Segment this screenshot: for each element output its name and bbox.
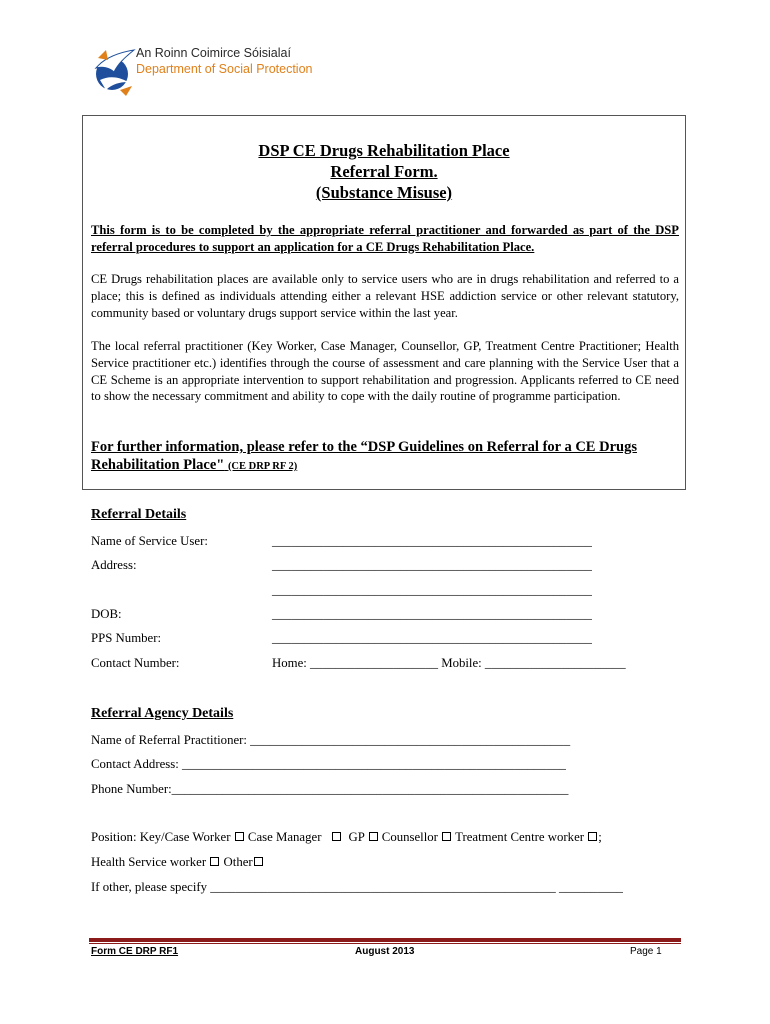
practitioner-paragraph: The local referral practitioner (Key Worker, Case Manager, Counsellor, GP, Treatment Centre Practitioner; Health Service practitioner etc.) identifies through the course of assessment and care planning with the Service User that a CE Scheme is an appropriate intervention to support rehabilitation and progression. Applicants referred to CE need to show the necessary commitment and ability to cope with the daily routine of programme participation. xyxy=(91,339,679,404)
contact-number-label: Contact Number: xyxy=(91,656,180,670)
address-field-line-1[interactable]: __________________________________________________ xyxy=(272,558,592,572)
org-name-english: Department of Social Protection xyxy=(136,62,313,76)
other-checkbox[interactable] xyxy=(254,857,263,866)
practitioner-name-field[interactable]: Name of Referral Practitioner: __________________________________________________ xyxy=(91,733,571,747)
other-label: Other xyxy=(223,855,253,869)
footer-date: August 2013 xyxy=(355,946,415,957)
info-box xyxy=(82,115,686,490)
footer-rule-thin xyxy=(89,943,681,944)
position-label: Position: Key/Case Worker xyxy=(91,830,231,844)
pps-label: PPS Number: xyxy=(91,631,162,645)
address-field-line-2[interactable]: __________________________________________________ xyxy=(272,583,592,597)
key-case-worker-checkbox[interactable] xyxy=(235,832,244,841)
referral-details-heading: Referral Details xyxy=(91,507,187,522)
eligibility-paragraph: CE Drugs rehabilitation places are available only to service users who are in drugs rehabilitation and referred to a place; this is defined as individuals attending either a relevant HSE addiction service or other relevant statutory, community based or voluntary drugs support service within the last year. xyxy=(91,272,679,320)
service-user-name-label: Name of Service User: xyxy=(91,534,208,548)
dob-field[interactable]: __________________________________________________ xyxy=(272,607,592,621)
intro-statement: This form is to be completed by the appropriate referral practitioner and forwarded as part of the DSP referral procedures to support an application for a CE Drugs Rehabilitation Place. xyxy=(91,223,679,254)
position-semicolon: ; xyxy=(598,830,602,844)
case-manager-label: Case Manager xyxy=(247,830,322,844)
service-user-name-field[interactable]: __________________________________________________ xyxy=(272,534,592,548)
further-information-ref: (CE DRP RF 2) xyxy=(227,461,298,472)
address-label: Address: xyxy=(91,558,137,572)
form-title-line-3: (Substance Misuse) xyxy=(315,183,453,202)
phone-number-field[interactable]: Phone Number:______________________________________________________________ xyxy=(91,782,569,796)
department-logo xyxy=(92,44,372,98)
pps-field[interactable]: __________________________________________________ xyxy=(272,631,592,645)
agency-details-heading: Referral Agency Details xyxy=(91,706,234,721)
further-information xyxy=(91,438,679,476)
position-row xyxy=(91,830,602,845)
counsellor-checkbox[interactable] xyxy=(442,832,451,841)
case-manager-checkbox[interactable] xyxy=(332,832,341,841)
further-information-text: For further information, please refer to the “DSP Guidelines on Referral for a CE Drugs Rehabilitation Place" xyxy=(91,439,637,473)
footer-page-number: Page 1 xyxy=(630,946,662,957)
contact-address-field[interactable]: Contact Address: ____________________________________________________________ xyxy=(91,757,566,771)
health-service-checkbox[interactable] xyxy=(210,857,219,866)
health-service-label: Health Service worker xyxy=(91,855,207,869)
treatment-centre-label: Treatment Centre worker xyxy=(455,830,585,844)
dob-label: DOB: xyxy=(91,607,122,621)
other-specify-field[interactable]: If other, please specify ______________________________________________________ __________ xyxy=(91,880,623,894)
footer-rule xyxy=(89,938,681,942)
bird-emblem-icon xyxy=(92,46,136,98)
gp-label: GP xyxy=(348,830,365,844)
counsellor-label: Counsellor xyxy=(381,830,438,844)
form-title-line-2: Referral Form. xyxy=(330,162,438,181)
contact-number-field[interactable]: Home: ____________________ Mobile: ______________________ xyxy=(272,656,626,670)
form-title-line-1: DSP CE Drugs Rehabilitation Place xyxy=(258,141,510,160)
treatment-centre-checkbox[interactable] xyxy=(588,832,597,841)
gp-checkbox[interactable] xyxy=(369,832,378,841)
position-row-2 xyxy=(91,855,264,870)
org-name-irish: An Roinn Coimirce Sóisialaí xyxy=(136,46,291,60)
footer-form-code: Form CE DRP RF1 xyxy=(91,946,179,957)
